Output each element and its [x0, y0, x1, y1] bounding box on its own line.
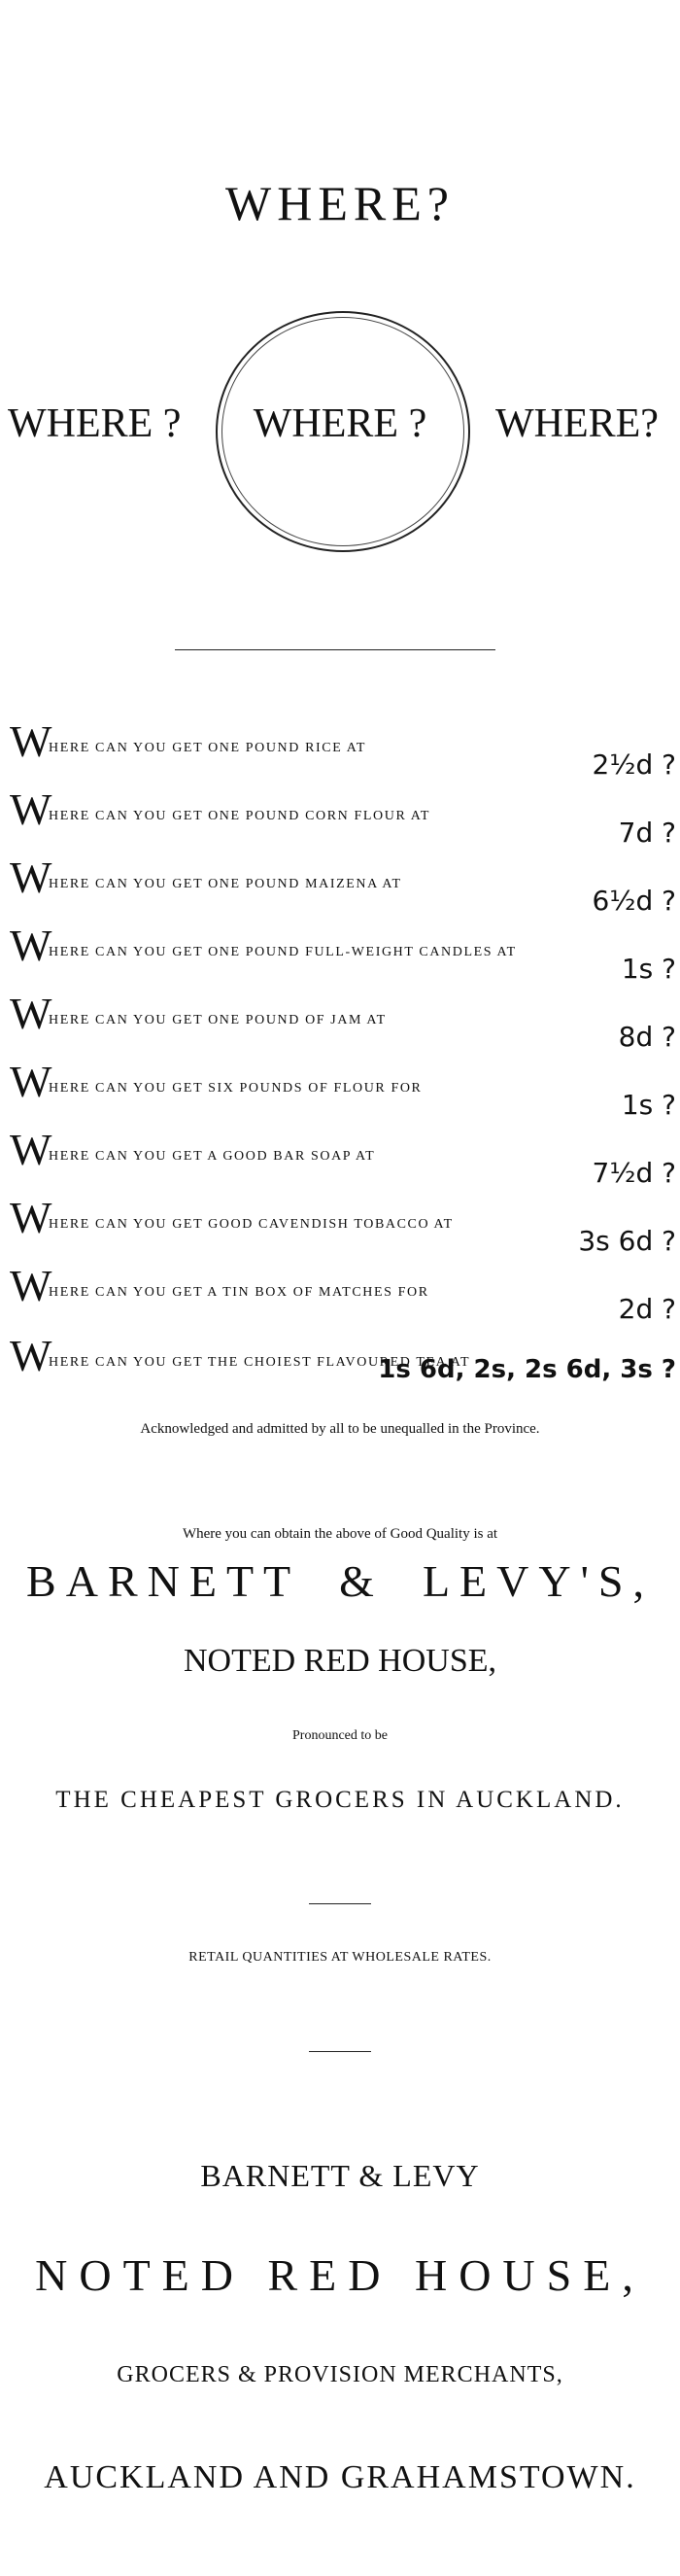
grocers-line: GROCERS & PROVISION MERCHANTS,	[117, 2362, 563, 2387]
question-text: HERE CAN YOU GET ONE POUND RICE AT	[49, 741, 367, 755]
headline: WHERE?	[225, 176, 455, 230]
question-text: HERE CAN YOU GET A TIN BOX OF MATCHES FOR	[49, 1285, 429, 1300]
question-row	[10, 855, 680, 923]
where-left: WHERE ?	[8, 401, 182, 446]
price: 1s 6d, 2s, 2s 6d, 3s ?	[378, 1355, 676, 1384]
drop-cap: W	[10, 1057, 52, 1106]
question-text: HERE CAN YOU GET GOOD CAVENDISH TOBACCO AT	[49, 1217, 454, 1232]
question-row	[10, 923, 680, 992]
price: 3s 6d ?	[578, 1225, 676, 1257]
question-text: HERE CAN YOU GET ONE POUND FULL-WEIGHT CANDLES AT	[49, 945, 517, 959]
price: 2½d ?	[592, 748, 676, 781]
question-row	[10, 784, 680, 855]
question-text: HERE CAN YOU GET SIX POUNDS OF FLOUR FOR	[49, 1081, 423, 1096]
short-rule	[309, 1903, 371, 1904]
drop-cap: W	[10, 1261, 52, 1310]
drop-cap: W	[10, 1193, 52, 1242]
question-text: HERE CAN YOU GET A GOOD BAR SOAP AT	[49, 1149, 376, 1164]
firm-name-part2: LEVY'S,	[422, 1556, 654, 1606]
price: 7½d ?	[592, 1157, 676, 1189]
question-text: HERE CAN YOU GET THE CHOIEST FLAVOURED TEA AT	[49, 1355, 471, 1370]
where-right: WHERE?	[495, 401, 659, 446]
cheapest-grocers: THE CHEAPEST GROCERS IN AUCKLAND.	[55, 1787, 625, 1813]
question-row	[10, 1193, 680, 1264]
question-text: HERE CAN YOU GET ONE POUND MAIZENA AT	[49, 877, 402, 891]
price: 1s ?	[621, 953, 676, 985]
question-text: HERE CAN YOU GET ONE POUND CORN FLOUR AT	[49, 809, 431, 823]
firm-name-large	[0, 1555, 680, 1607]
drop-cap: W	[10, 784, 52, 834]
acknowledged-note: Acknowledged and admitted by all to be unequalled in the Province.	[140, 1421, 540, 1437]
ampersand: &	[339, 1556, 384, 1606]
retail-note: RETAIL QUANTITIES AT WHOLESALE RATES.	[188, 1950, 492, 1965]
drop-cap: W	[10, 921, 52, 970]
question-text: HERE CAN YOU GET ONE POUND OF JAM AT	[49, 1013, 387, 1027]
noted-red-house-large: NOTED RED HOUSE,	[35, 2250, 645, 2300]
question-row	[10, 1261, 680, 1332]
question-row	[10, 1057, 680, 1128]
price: 8d ?	[618, 1021, 676, 1053]
obtain-note: Where you can obtain the above of Good Quality is at	[182, 1526, 498, 1542]
drop-cap: W	[10, 1331, 52, 1380]
firm-name-part1: BARNETT	[26, 1556, 301, 1606]
question-row	[10, 1331, 680, 1402]
drop-cap: W	[10, 716, 52, 766]
noted-red-house: NOTED RED HOUSE,	[183, 1643, 497, 1679]
question-row	[10, 1125, 680, 1196]
question-row	[10, 716, 680, 787]
divider-rule	[175, 649, 495, 650]
price: 1s ?	[621, 1089, 676, 1121]
pronounced-note: Pronounced to be	[292, 1728, 388, 1743]
where-center: WHERE ?	[253, 401, 427, 446]
question-row	[10, 989, 680, 1060]
firm-name: BARNETT & LEVY	[200, 2158, 480, 2193]
price: 6½d ?	[592, 885, 676, 917]
price: 7d ?	[618, 817, 676, 849]
short-rule	[309, 2051, 371, 2052]
drop-cap: W	[10, 853, 52, 902]
locations-line: AUCKLAND AND GRAHAMSTOWN.	[44, 2459, 636, 2495]
price: 2d ?	[618, 1293, 676, 1325]
drop-cap: W	[10, 1125, 52, 1174]
drop-cap: W	[10, 989, 52, 1038]
